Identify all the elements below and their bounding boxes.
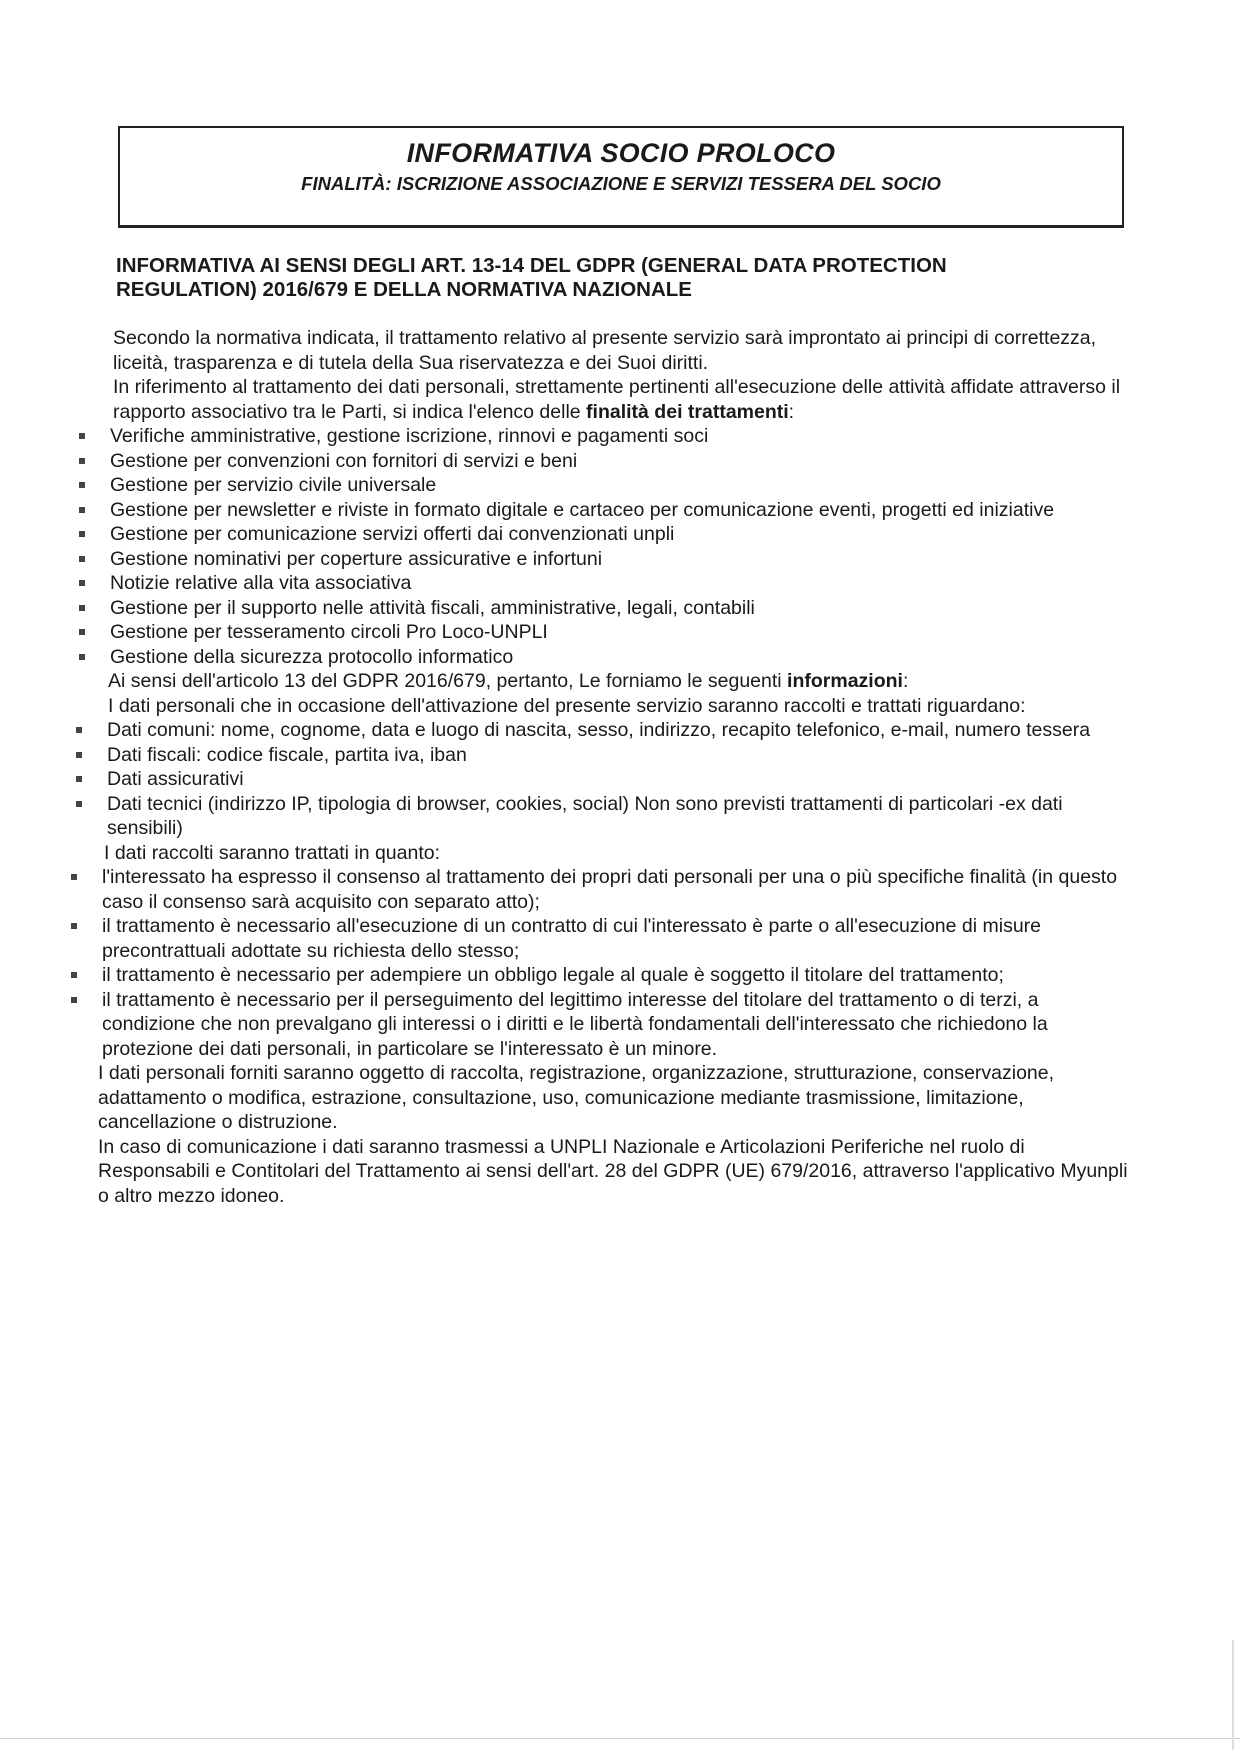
title-box xyxy=(118,126,1124,228)
section-heading: INFORMATIVA AI SENSI DEGLI ART. 13-14 DEL GDPR (GENERAL DATA PROTECTION REGULATION) 2016/679 E DELLA NORMATIVA NAZIONALE xyxy=(116,254,947,301)
bullet-icon xyxy=(79,556,85,562)
bullet-icon xyxy=(79,507,85,513)
bullet-icon xyxy=(71,923,77,929)
bullet-icon xyxy=(79,482,85,488)
list-item: Gestione della sicurezza protocollo informatico xyxy=(110,645,1140,670)
intro-paragraph-2: In riferimento al trattamento dei dati personali, strettamente pertinenti all'esecuzione delle attività affidate attraverso il rapporto associativo tra le Parti, si indica l'elenco delle finalità dei trattamenti: xyxy=(113,376,1121,423)
info-paragraph: Ai sensi dell'articolo 13 del GDPR 2016/679, pertanto, Le forniamo le seguenti informazioni: xyxy=(108,670,909,692)
scan-edge-right xyxy=(1232,1640,1234,1750)
list-item: Dati fiscali: codice fiscale, partita iva, iban xyxy=(107,743,1137,768)
dati-intro: I dati personali che in occasione dell'attivazione del presente servizio saranno raccolti e trattati riguardano: xyxy=(108,694,1026,717)
list-item: Gestione per comunicazione servizi offerti dai convenzionati unpli xyxy=(110,522,1140,547)
basi-intro: I dati raccolti saranno trattati in quanto: xyxy=(104,841,441,864)
finalita-list xyxy=(0,424,1240,669)
finalita-bold: finalità dei trattamenti xyxy=(586,400,789,423)
closing-paragraph-1: I dati personali forniti saranno oggetto di raccolta, registrazione, organizzazione, strutturazione, conservazione, adattamento o modifica, estrazione, consultazione, uso, comunicazione mediante trasmissione, limitazione, cancellazione o distruzione. xyxy=(98,1062,1055,1133)
bullet-icon xyxy=(79,458,85,464)
list-item: Gestione per newsletter e riviste in formato digitale e cartaceo per comunicazione eventi, progetti ed iniziative xyxy=(110,498,1140,523)
list-item: Gestione per il supporto nelle attività fiscali, amministrative, legali, contabili xyxy=(110,596,1140,621)
list-item: Dati assicurativi xyxy=(107,767,1137,792)
list-item: l'interessato ha espresso il consenso al trattamento dei propri dati personali per una o più specifiche finalità (in questo caso il consenso sarà acquisito con separato atto); xyxy=(102,865,1132,914)
list-item: Gestione per servizio civile universale xyxy=(110,473,1140,498)
list-item: Gestione per convenzioni con fornitori di servizi e beni xyxy=(110,449,1140,474)
bullet-icon xyxy=(71,997,77,1003)
document-subtitle: FINALITÀ: ISCRIZIONE ASSOCIAZIONE E SERVIZI TESSERA DEL SOCIO xyxy=(301,173,941,194)
list-item: Notizie relative alla vita associativa xyxy=(110,571,1140,596)
document-body xyxy=(0,326,1240,1208)
list-item: il trattamento è necessario per adempiere un obbligo legale al quale è soggetto il titolare del trattamento; xyxy=(102,963,1132,988)
list-item: il trattamento è necessario per il perseguimento del legittimo interesse del titolare del trattamento o di terzi, a condizione che non prevalgano gli interessi o i diritti e le libertà fondamentali dell'interessato che richiedono la protezione dei dati personali, in particolare se l'interessato è un minore. xyxy=(102,988,1132,1062)
bullet-icon xyxy=(79,531,85,537)
bullet-icon xyxy=(76,752,82,758)
scan-edge-bottom xyxy=(0,1738,1240,1739)
bullet-icon xyxy=(79,580,85,586)
intro-paragraph-1: Secondo la normativa indicata, il trattamento relativo al presente servizio sarà improntato ai principi di correttezza, liceità, trasparenza e di tutela della Sua riservatezza e dei Suoi diritti. xyxy=(113,327,1097,374)
bullet-icon xyxy=(76,727,82,733)
document-title: INFORMATIVA SOCIO PROLOCO xyxy=(406,138,836,168)
list-item: Dati tecnici (indirizzo IP, tipologia di browser, cookies, social) Non sono previsti trattamenti di particolari -ex dati sensibili) xyxy=(107,792,1137,841)
dati-list xyxy=(0,718,1240,841)
bullet-icon xyxy=(79,433,85,439)
closing-paragraph-2: In caso di comunicazione i dati saranno trasmessi a UNPLI Nazionale e Articolazioni Periferiche nel ruolo di Responsabili e Contitolari del Trattamento ai sensi dell'art. 28 del GDPR (UE) 679/2016, attraverso l'applicativo Myunpli o altro mezzo idoneo. xyxy=(98,1135,1128,1207)
basi-list xyxy=(0,865,1240,1061)
informazioni-bold: informazioni xyxy=(787,670,903,692)
list-item: il trattamento è necessario all'esecuzione di un contratto di cui l'interessato è parte o all'esecuzione di misure precontrattuali adottate su richiesta dello stesso; xyxy=(102,914,1132,963)
bullet-icon xyxy=(79,654,85,660)
list-item: Dati comuni: nome, cognome, data e luogo di nascita, sesso, indirizzo, recapito telefonico, e-mail, numero tessera xyxy=(107,718,1137,743)
list-item: Verifiche amministrative, gestione iscrizione, rinnovi e pagamenti soci xyxy=(110,424,1140,449)
list-item: Gestione nominativi per coperture assicurative e infortuni xyxy=(110,547,1140,572)
bullet-icon xyxy=(79,605,85,611)
bullet-icon xyxy=(76,801,82,807)
bullet-icon xyxy=(79,629,85,635)
bullet-icon xyxy=(71,972,77,978)
bullet-icon xyxy=(71,874,77,880)
list-item: Gestione per tesseramento circoli Pro Loco-UNPLI xyxy=(110,620,1140,645)
bullet-icon xyxy=(76,776,82,782)
